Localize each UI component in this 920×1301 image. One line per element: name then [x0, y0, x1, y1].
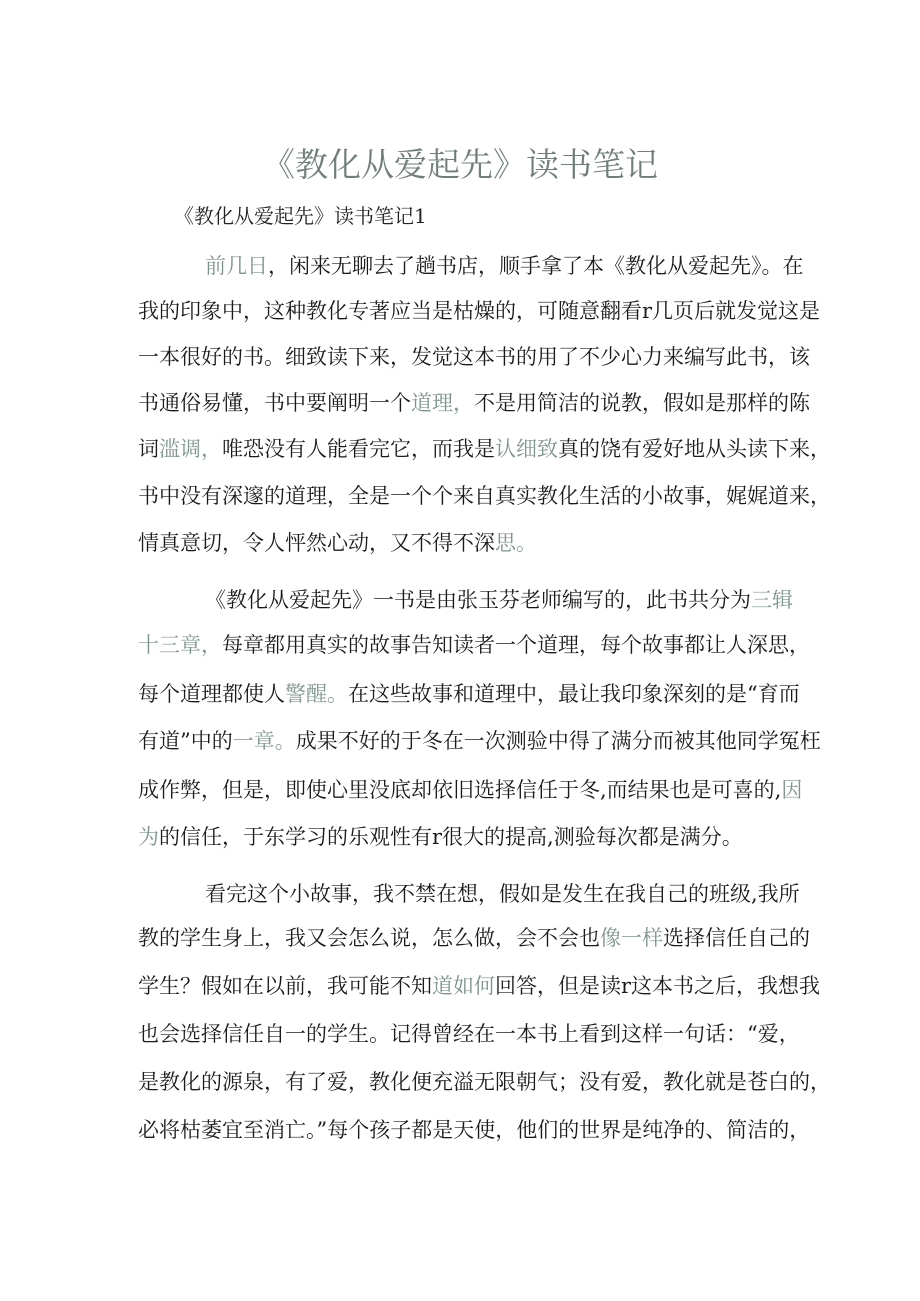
text-segment: 有道”中的	[138, 729, 233, 753]
text-segment: 情真意切，令人怦然心动，又不得不深	[138, 531, 495, 555]
text-segment: 词	[138, 437, 159, 461]
text-segment: 在这些故事和道理中，最让我印象深刻的是“育而	[348, 682, 800, 706]
faded-text-segment: 前几日	[205, 254, 268, 278]
text-segment: 我的印象中，这种教化专著应当是枯燥的，可随意翻看r几页后就发觉这是	[138, 299, 821, 323]
faded-text-segment: 认细致	[495, 437, 558, 461]
document-title: 《教化从爱起先》读书笔记	[262, 145, 658, 184]
faded-text-segment: 像一样	[600, 926, 663, 950]
faded-text-segment: 因	[781, 778, 803, 802]
faded-text-segment: 道理，	[411, 391, 474, 415]
text-segment: 成果不好的于冬在一次测验中得了满分而被其他同学冤枉	[295, 729, 821, 753]
text-line	[138, 521, 798, 565]
text-segment: 每个道理都使人	[138, 682, 285, 706]
text-line	[138, 768, 803, 812]
text-segment: 回答，但是读r这本书之后，我想我	[495, 974, 821, 998]
faded-text-segment: 警醒。	[285, 682, 348, 706]
faded-text-segment: 为	[138, 825, 159, 849]
text-line	[138, 672, 800, 716]
text-segment: 唯恐没有人能看完它，而我是	[222, 437, 495, 461]
faded-text-segment: 一章。	[232, 729, 296, 753]
text-line	[138, 427, 831, 471]
text-line	[138, 916, 810, 960]
text-segment: 成作弊，但是，即使心里没底却依旧选择信任于冬,而结果也是可喜的,	[138, 778, 782, 802]
text-segment: 也会选择信任自一的学生。记得曾经在一本书上看到这样一句话：“爱，	[138, 1022, 800, 1046]
text-line	[138, 381, 810, 425]
text-segment: 每章都用真实的故事告知读者一个道理，每个故事都让人深思，	[222, 633, 810, 657]
faded-text-segment: 三辑	[751, 588, 793, 612]
text-line	[138, 474, 831, 518]
text-segment: 的信任，于东学习的乐观性有r很大的提高,测验每次都是满分。	[159, 825, 743, 849]
text-line	[138, 815, 798, 859]
text-line	[138, 623, 810, 667]
text-segment: 一本很好的书。细致读下来，发觉这本书的用了不少心力来编写此书，该	[138, 345, 810, 369]
text-segment: 学生？假如在以前，我可能不知	[138, 974, 432, 998]
text-line	[138, 719, 821, 763]
text-segment: 《教化从爱起先》一书是由张玉芬老师编写的，此书共分为	[205, 588, 751, 612]
text-segment: 真的饶有爱好地从头读下来，	[558, 437, 831, 461]
text-segment: 看完这个小故事，我不禁在想，假如是发生在我自己的班级,我所	[205, 882, 800, 906]
document-subtitle: 《教化从爱起先》读书笔记1	[174, 204, 427, 228]
text-line	[205, 578, 793, 622]
text-segment: 书通俗易懂，书中要阐明一个	[138, 391, 411, 415]
text-segment: ，闲来无聊去了趟书店，顺手拿了本《教化从爱起先》。在	[268, 254, 804, 278]
text-line	[138, 1012, 800, 1056]
text-segment: 书中没有深邃的道理，全是一个个来自真实教化生活的小故事，娓娓道来，	[138, 484, 831, 508]
faded-text-segment: 十三章，	[138, 633, 222, 657]
text-line	[138, 289, 821, 333]
text-line	[138, 964, 821, 1008]
text-segment: 必将枯萎宜至消亡。”每个孩子都是天使，他们的世界是纯净的、简洁的，	[138, 1118, 811, 1142]
text-segment: 选择信任自己的	[663, 926, 810, 950]
text-line	[138, 335, 810, 379]
text-line	[138, 1108, 811, 1152]
text-line	[205, 872, 800, 916]
text-segment: 教的学生身上，我又会怎么说，怎么做，会不会也	[138, 926, 600, 950]
faded-text-segment: 滥调，	[159, 437, 222, 461]
text-line	[205, 244, 804, 288]
faded-text-segment: 思。	[495, 531, 537, 555]
text-segment: 不是用简洁的说教，假如是那样的陈	[474, 391, 810, 415]
faded-text-segment: 道如何	[432, 974, 495, 998]
text-segment: 是教化的源泉，有了爱，教化便充溢无限朝气；没有爱，教化就是苍白的，	[138, 1070, 831, 1094]
text-line	[138, 1060, 831, 1104]
